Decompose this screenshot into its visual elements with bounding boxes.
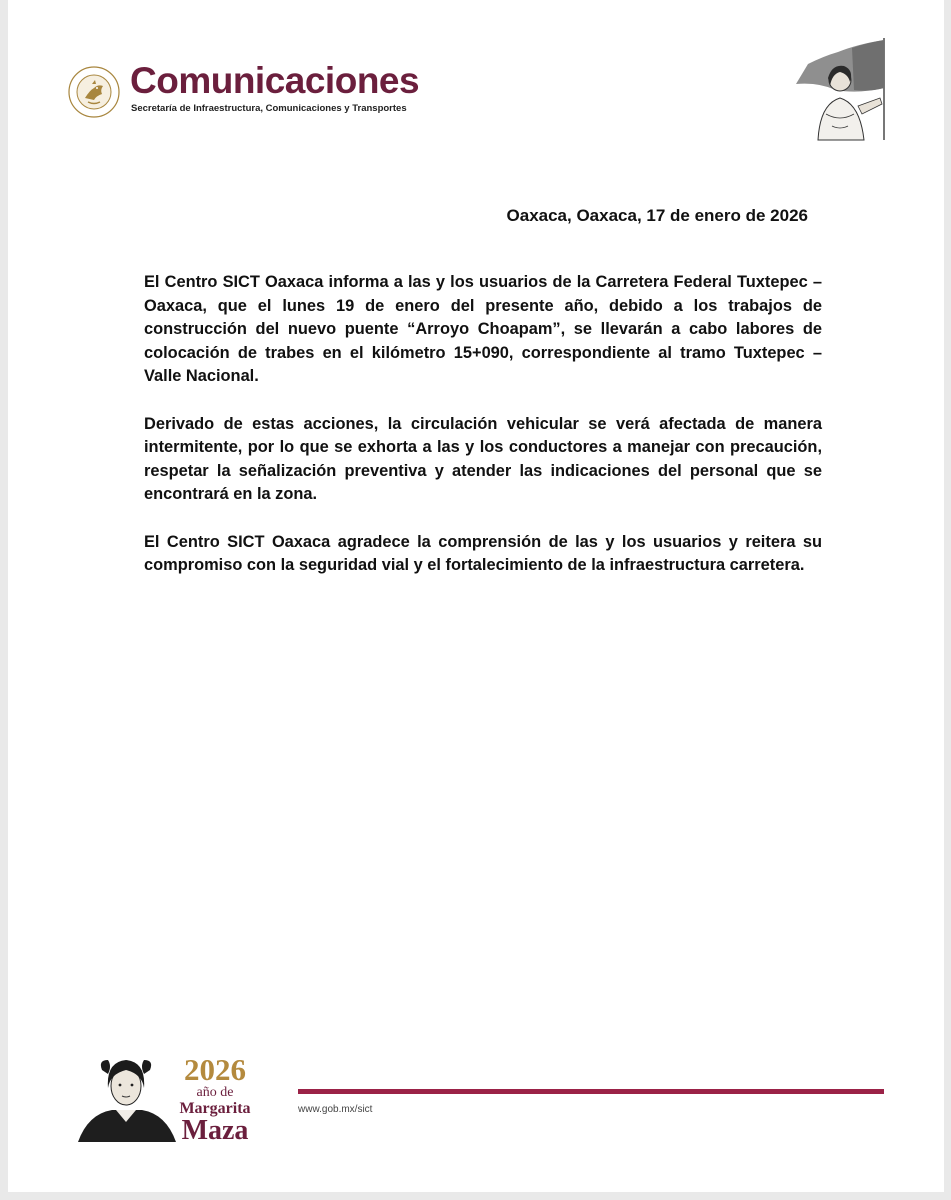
margarita-maza-portrait-icon bbox=[78, 1052, 176, 1142]
footer-divider bbox=[298, 1089, 884, 1094]
brand-subtitle: Secretaría de Infraestructura, Comunicaciones y Transportes bbox=[131, 103, 407, 114]
heroine-flag-illustration-icon bbox=[788, 34, 898, 142]
year-number: 2026 bbox=[184, 1052, 246, 1087]
brand-title: Comunicaciones bbox=[130, 60, 420, 101]
paragraph: El Centro SICT Oaxaca informa a las y los usuarios de la Carretera Federal Tuxtepec – Oaxaca, que el lunes 19 de enero del presente año, debido a los trabajos de construcción del nuevo puente “Arroyo Choapam”, se llevarán a cabo labores de colocación de trabes en el kilómetro 15+090, correspondiente al tramo Tuxtepec – Valle Nacional. bbox=[144, 273, 822, 385]
year-line-maza: Maza bbox=[181, 1115, 249, 1146]
letter-body bbox=[144, 271, 822, 602]
dateline: Oaxaca, Oaxaca, 17 de enero de 2026 bbox=[506, 206, 808, 225]
coat-of-arms-icon bbox=[68, 66, 120, 118]
paragraph: El Centro SICT Oaxaca agradece la comprensión de las y los usuarios y reitera su compromiso con la seguridad vial y el fortalecimiento de la infraestructura carretera. bbox=[144, 532, 822, 574]
paragraph: Derivado de estas acciones, la circulación vehicular se verá afectada de manera intermitente, por lo que se exhorta a las y los conductores a manejar con precaución, respetar la señalización preventiva y atender las indicaciones del personal que se encontrará en la zona. bbox=[144, 414, 822, 503]
year-of-margarita-maza-logo bbox=[174, 1054, 256, 1145]
year-line-ano-de: año de bbox=[196, 1085, 234, 1100]
document-page bbox=[8, 0, 944, 1192]
footer-url-link[interactable]: www.gob.mx/sict bbox=[298, 1104, 373, 1115]
year-line-margarita: Margarita bbox=[179, 1100, 251, 1117]
